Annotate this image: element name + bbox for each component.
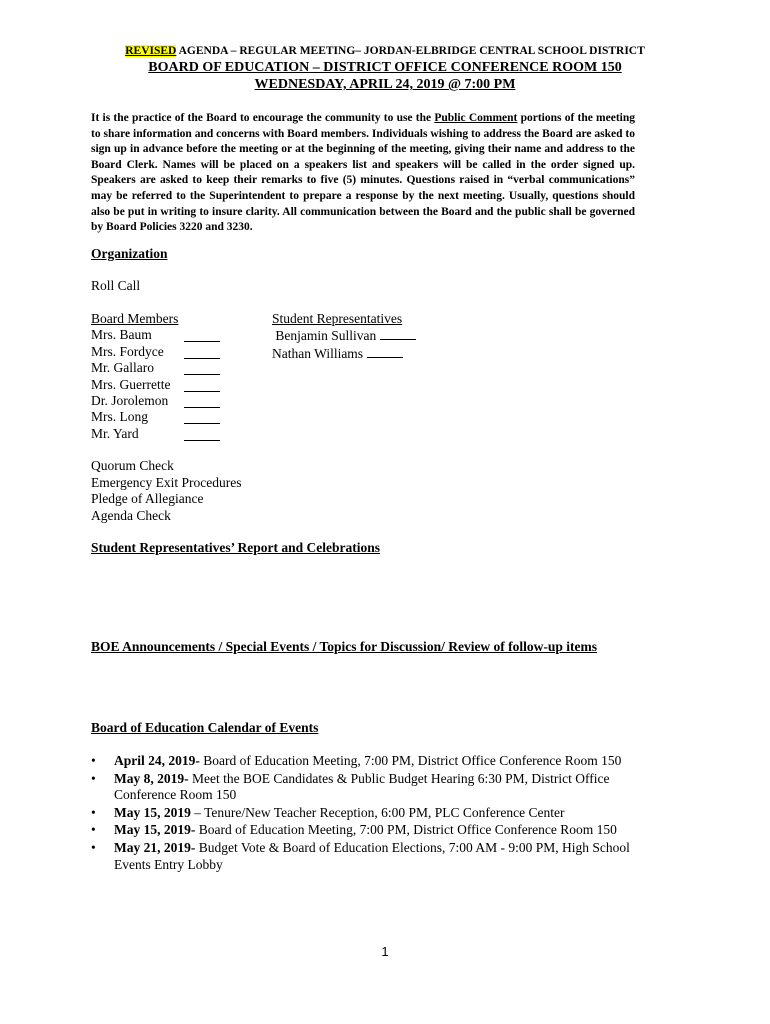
board-member-row (91, 360, 220, 376)
board-member-name: Mr. Gallaro (91, 360, 154, 376)
calendar-of-events (91, 753, 651, 874)
event-date: May 15, 2019- (114, 822, 196, 838)
bullet-icon: • (91, 753, 96, 768)
board-member-row (91, 344, 220, 360)
student-rep-row (272, 327, 416, 344)
attendance-blank (184, 393, 220, 408)
event-date: May 21, 2019- (114, 839, 196, 855)
attendance-blank (184, 360, 220, 375)
student-reps-heading: Student Representatives (272, 311, 403, 326)
board-member-name: Mrs. Fordyce (91, 343, 164, 359)
attendance-blank (184, 377, 220, 392)
calendar-event (91, 753, 651, 770)
agenda-item: Emergency Exit Procedures (91, 474, 242, 490)
event-description: Budget Vote & Board of Education Elections, 7:00 AM - 9:00 PM, High School Events Entry Lobby (114, 839, 630, 872)
roll-call: Roll Call (91, 278, 141, 293)
board-member-name: Mrs. Long (91, 409, 148, 425)
board-member-name: Mrs. Baum (91, 327, 152, 343)
announcements-heading: BOE Announcements / Special Events / Topics for Discussion/ Review of follow-up items (91, 639, 598, 654)
event-date: April 24, 2019- (114, 753, 200, 768)
page-number: 1 (381, 944, 389, 959)
attendance-blank (380, 327, 416, 340)
calendar-event (91, 822, 651, 839)
attendance-blank (184, 409, 220, 424)
attendance-blank (184, 327, 220, 342)
header-line1-text: AGENDA – REGULAR MEETING– JORDAN-ELBRIDGE CENTRAL SCHOOL DISTRICT (176, 45, 645, 57)
board-members-list (91, 311, 220, 442)
board-member-name: Mrs. Guerrette (91, 376, 171, 392)
student-representatives-list (272, 311, 416, 362)
organization-heading: Organization (91, 246, 168, 261)
agenda-header-line2: BOARD OF EDUCATION – DISTRICT OFFICE CONFERENCE ROOM 150 (148, 60, 622, 75)
bullet-icon: • (91, 839, 96, 855)
organization-items (91, 458, 241, 524)
attendance-blank (184, 344, 220, 359)
bullet-icon: • (91, 804, 96, 820)
agenda-item: Quorum Check (91, 458, 174, 473)
attendance-blank (184, 426, 220, 441)
event-date: May 15, 2019 (114, 804, 191, 820)
attendance-blank (367, 345, 403, 358)
public-comment-intro (91, 111, 635, 236)
board-member-row (91, 377, 220, 393)
calendar-event (91, 840, 651, 873)
event-description: Board of Education Meeting, 7:00 PM, District Office Conference Room 150 (199, 753, 622, 768)
agenda-header-line1 (0, 45, 770, 57)
board-member-name: Mr. Yard (91, 425, 139, 441)
intro-part1: It is the practice of the Board to encourage the community to use the (91, 112, 435, 124)
board-member-row (91, 393, 220, 409)
event-description: Board of Education Meeting, 7:00 PM, District Office Conference Room 150 (195, 822, 617, 838)
board-members-heading: Board Members (91, 311, 179, 326)
student-rep-name: Benjamin Sullivan (275, 328, 377, 344)
board-member-row (91, 426, 220, 442)
bullet-icon: • (91, 770, 96, 786)
calendar-event (91, 771, 651, 804)
agenda-item: Agenda Check (91, 507, 171, 523)
agenda-header-line3: WEDNESDAY, APRIL 24, 2019 @ 7:00 PM (254, 77, 516, 92)
student-report-heading: Student Representatives’ Report and Celebrations (91, 540, 380, 555)
agenda-item: Pledge of Allegiance (91, 491, 204, 506)
student-rep-row (272, 345, 416, 362)
event-date: May 8, 2019- (114, 770, 189, 786)
board-member-row (91, 327, 220, 343)
student-rep-name: Nathan Williams (272, 345, 364, 361)
event-description: – Tenure/New Teacher Reception, 6:00 PM, PLC Conference Center (190, 804, 565, 820)
intro-part2: portions of the meeting to share information and concerns with Board members. Individuals wishing to address the Board are asked to sign up in advance before the meeting or at the beginning of the meeting, giving their name and address to the Board Clerk. Names will be placed on a speakers list and speakers will be called in the order signed up. Speakers are asked to keep their remarks to five (5) minutes. Questions raised in “verbal communications” may be referred to the Superintendent to prepare a response by the next meeting. Usually, questions should also be put in writing to insure clarity. All communication between the Board and the public shall be governed by Board Policies 3220 and 3230. (91, 112, 636, 234)
calendar-heading: Board of Education Calendar of Events (91, 720, 319, 735)
calendar-event (91, 805, 651, 822)
revised-highlight: REVISED (125, 45, 177, 57)
board-member-row (91, 409, 220, 425)
board-member-name: Dr. Jorolemon (91, 393, 169, 409)
event-description: Meet the BOE Candidates & Public Budget Hearing 6:30 PM, District Office Conference Room 150 (114, 770, 610, 803)
public-comment-term: Public Comment (434, 112, 518, 124)
bullet-icon: • (91, 822, 96, 838)
